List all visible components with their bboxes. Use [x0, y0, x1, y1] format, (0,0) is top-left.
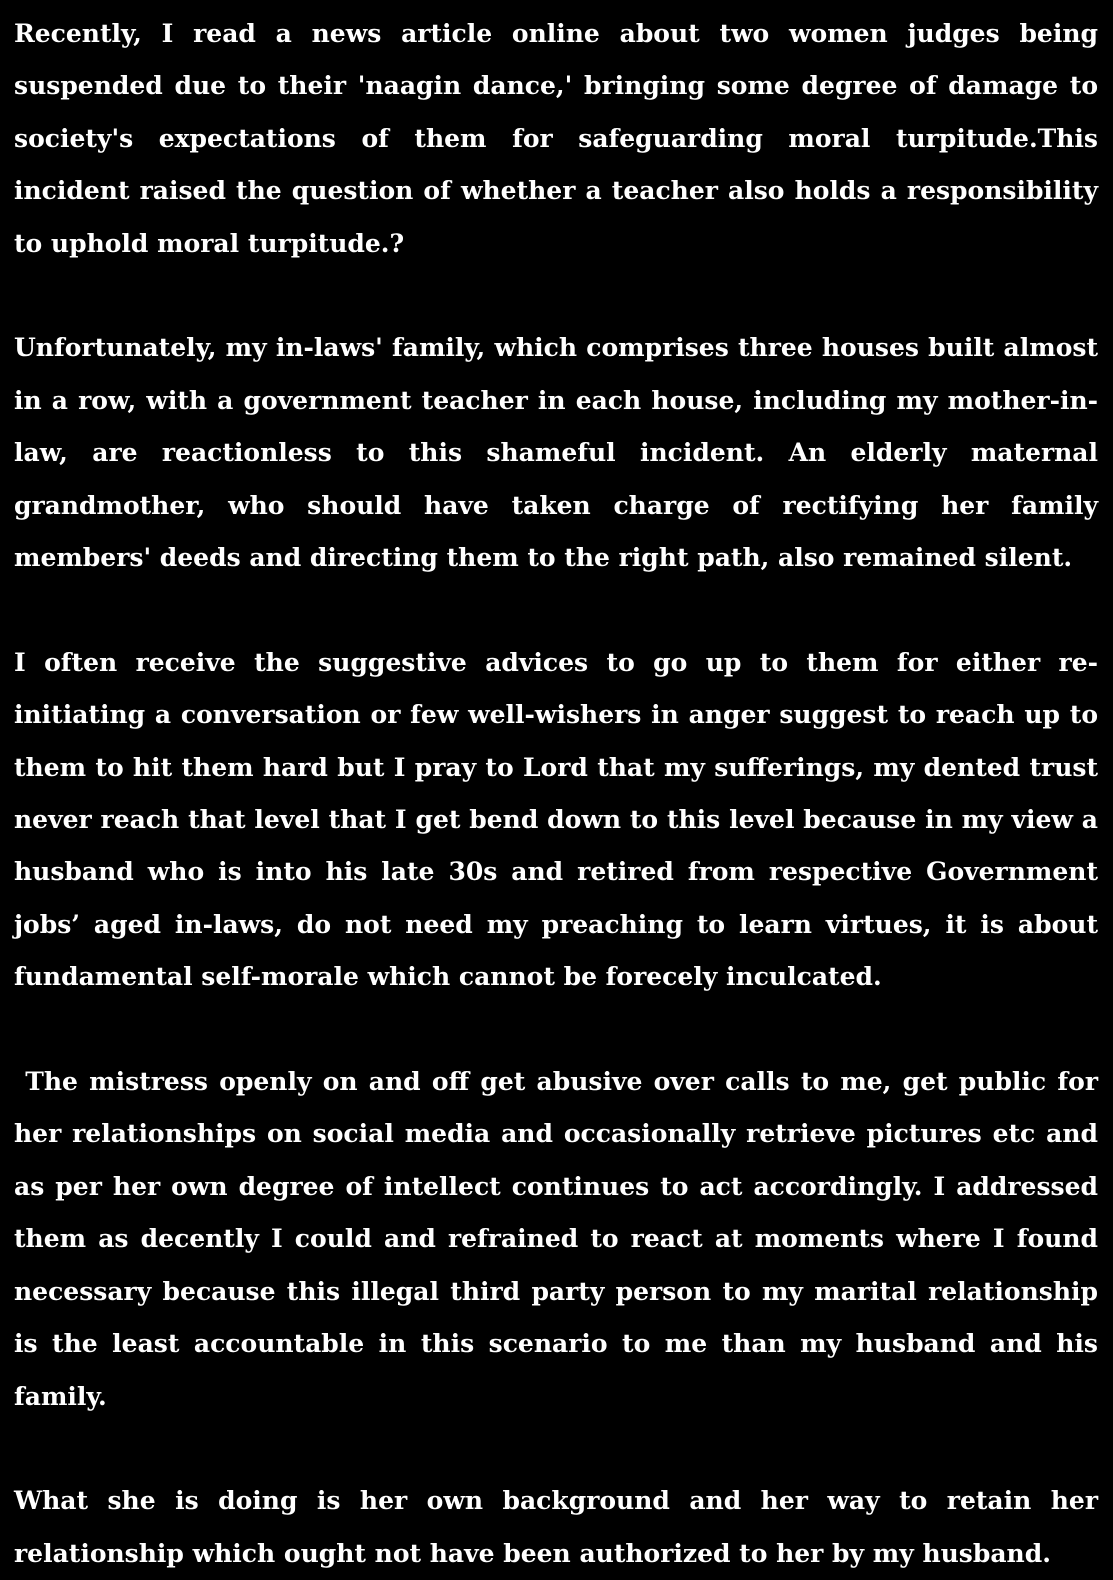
paragraph-her-background: What she is doing is her own background and her way to retain her relationship which ought not have been authorized to her by my husband.: [14, 1486, 1107, 1568]
paragraph-suggestive-advices: I often receive the suggestive advices to go up to them for either re-initiating a conversation or few well-wishers in anger suggest to reach up to them to hit them hard but I pray to Lord that my sufferings, my dented trust never reach that level that I get bend down to this level because in my view a husband who is into his late 30s and retired from respective Government jobs’ aged in-laws, do not need my preaching to learn virtues, it is about fundamental self-morale which cannot be forecely inculcated.: [14, 647, 1107, 992]
paragraph-mistress: The mistress openly on and off get abusive over calls to me, get public for her relationships on social media and occasionally retrieve pictures etc and as per her own degree of intellect continues to act accordingly. I addressed them as decently I could and refrained to react at moments where I found necessary because this illegal third party person to my marital relationship is the least accountable in this scenario to me than my husband and his family.: [14, 1067, 1107, 1411]
paragraph-judges-news: Recently, I read a news article online about two women judges being suspended due to their 'naagin dance,' bringing some degree of damage to society's expectations of them for safeguarding moral turpitude.This incident raised the question of whether a teacher also holds a responsibility to uphold moral turpitude.?: [14, 19, 1107, 258]
paragraph-in-laws-family: Unfortunately, my in-laws' family, which comprises three houses built almost in a row, with a government teacher in each house, including my mother-in-law, are reactionless to this shameful incident. An elderly maternal grandmother, who should have taken charge of rectifying her family members' deeds and directing them to the right path, also remained silent.: [14, 333, 1107, 573]
